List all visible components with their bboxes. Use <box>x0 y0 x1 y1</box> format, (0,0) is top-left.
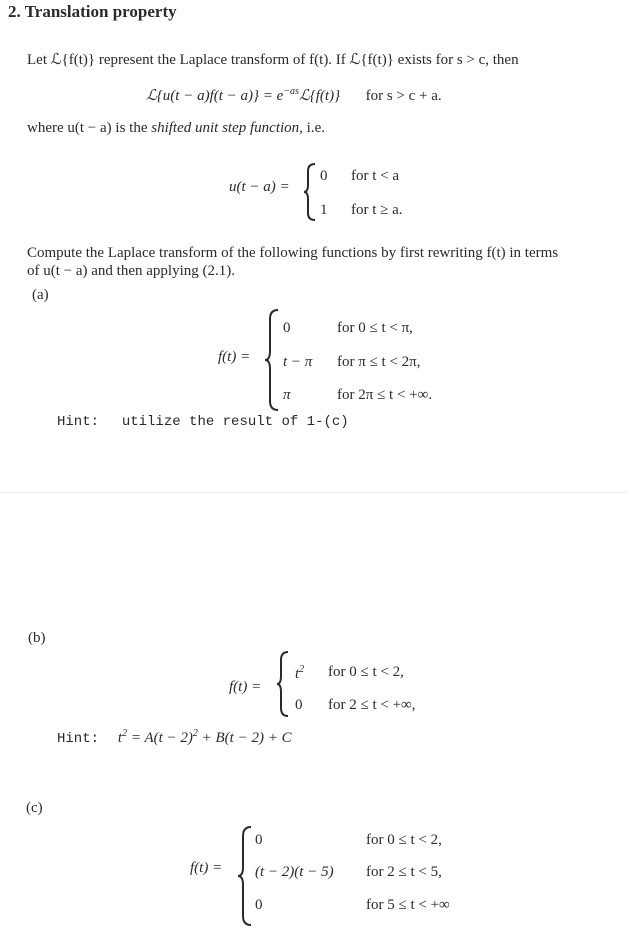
part-a-label: (a) <box>32 287 49 303</box>
hint-formula: $t^2 = A(t - 2)^2 + B(t - 2) + C$ <box>117 728 292 746</box>
instructions-line-2: of u(t − a) and then applying (2.1). <box>27 263 235 279</box>
equation-condition: for s > c + a. <box>365 88 442 104</box>
part-b-case-condition-1: for 2 ≤ t < +∞, <box>328 697 416 713</box>
part-b-case-condition-0: for 0 ≤ t < 2, <box>328 664 404 680</box>
part-a-case-condition-0: for 0 ≤ t < π, <box>337 320 413 336</box>
hint-label: Hint: <box>57 414 100 430</box>
left-brace-icon <box>276 651 290 717</box>
section-title: Translation property <box>24 2 177 21</box>
part-c-case-value-1: (t − 2)(t − 5) <box>255 864 334 880</box>
left-brace-icon <box>303 163 317 221</box>
translation-equation <box>146 86 442 105</box>
instructions-line-1: Compute the Laplace transform of the following functions by first rewriting f(t) in terms <box>27 245 559 261</box>
part-c-case-condition-2: for 5 ≤ t < +∞ <box>366 897 450 913</box>
case-base: t <box>295 666 300 682</box>
part-a-case-value-1: t − π <box>283 354 313 370</box>
hint-label: Hint: <box>57 731 100 747</box>
part-c-case-condition-1: for 2 ≤ t < 5, <box>366 864 442 880</box>
section-heading <box>8 2 177 22</box>
left-brace-icon <box>237 826 253 926</box>
intro-line-1: Let ℒ{f(t)} represent the Laplace transform of f(t). If ℒ{f(t)} exists for s > c, then <box>27 52 519 68</box>
intro-line-2 <box>27 120 325 137</box>
part-b-lhs: f(t) = <box>229 679 262 695</box>
step-case-condition-1: for t ≥ a. <box>351 202 403 218</box>
section-number: 2. <box>8 2 21 21</box>
hint-text: utilize the result of 1-(c) <box>121 414 349 430</box>
part-b-case-value-1: 0 <box>295 697 303 713</box>
equation-exponent: −as <box>283 86 299 97</box>
part-c-case-condition-0: for 0 ≤ t < 2, <box>366 832 442 848</box>
part-b-hint <box>57 728 292 747</box>
step-case-value-1: 1 <box>320 202 328 218</box>
part-c-case-value-0: 0 <box>255 832 263 848</box>
step-case-condition-0: for t < a <box>351 168 400 184</box>
part-a-case-condition-2: for 2π ≤ t < +∞. <box>337 387 433 403</box>
part-a-lhs: f(t) = <box>218 349 251 365</box>
line2-suffix: , i.e. <box>299 120 325 136</box>
shifted-unit-step-term: shifted unit step function <box>151 120 300 136</box>
equation-lhs: ℒ{u(t − a)f(t − a)} = e <box>146 88 284 104</box>
part-a-hint <box>57 414 349 430</box>
part-b-case-value-0 <box>295 664 304 683</box>
left-brace-icon <box>264 309 280 411</box>
part-c-lhs: f(t) = <box>190 860 223 876</box>
part-a-case-value-0: 0 <box>283 320 291 336</box>
line2-prefix: where u(t − a) is the <box>27 120 152 136</box>
step-function-lhs: u(t − a) = <box>229 179 290 195</box>
part-c-case-value-2: 0 <box>255 897 263 913</box>
page-divider <box>0 492 627 493</box>
part-a-case-value-2: π <box>283 387 291 403</box>
part-b-label: (b) <box>28 630 46 646</box>
step-case-value-0: 0 <box>320 168 328 184</box>
case-exponent: 2 <box>299 664 305 675</box>
part-a-case-condition-1: for π ≤ t < 2π, <box>337 354 421 370</box>
equation-tail: ℒ{f(t)} <box>298 88 341 104</box>
part-c-label: (c) <box>26 800 43 816</box>
